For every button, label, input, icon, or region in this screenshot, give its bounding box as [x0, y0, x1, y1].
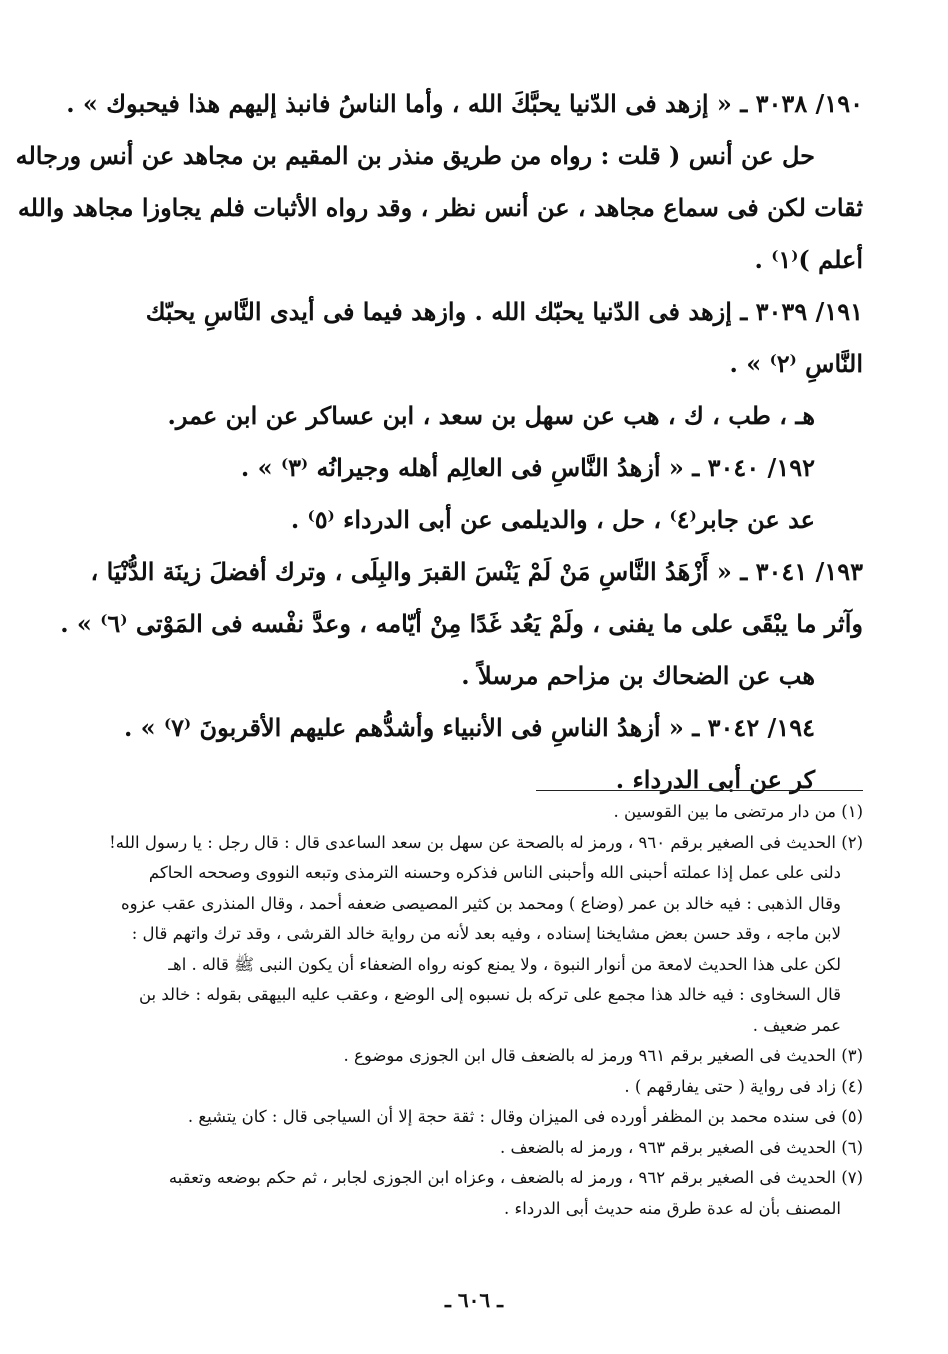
footnote-2-continued: قال السخاوى : فيه خالد هذا مجمع على تركه بل نسبوه إلى الوضع ، وعقب عليه البيهقى بقوله : خالد بن [139, 985, 841, 1004]
footnote-5: (٥) فى سنده محمد بن المظفر أورده فى الميزان وقال : ثقة حجة إلا أن السياجى قال : كان يتشيع . [187, 1107, 863, 1126]
hadith-193-line: وآثر ما يبْقَى على ما يفنى ، ولَمْ يَعُد غَدًا مِنْ أيّامه ، وعدَّ نفْسه فى المَوْتى ⁽٦⁾ » . [60, 609, 863, 638]
hadith-190-source-line: حل عن أنس ( قلت : رواه من طريق منذر بن المقيم بن مجاهد عن أنس ورجاله [15, 141, 815, 170]
footnote-4: (٤) زاد فى رواية ( حتى يفارقهم ) . [624, 1076, 863, 1096]
footnote-6: (٦) الحديث فى الصغير برقم ٩٦٣ ، ورمز له بالضعف . [499, 1137, 863, 1157]
hadith-192-source-line: عد عن جابر⁽٤⁾ ، حل ، والديلمى عن أبى الدرداء ⁽٥⁾ . [290, 505, 815, 534]
footnote-7: (٧) الحديث فى الصغير برقم ٩٦٢ ، ورمز له بالضعف ، وعزاه ابن الجوزى لجابر ، ثم حكم بوضعه وتعقبه [168, 1168, 863, 1187]
hadith-190-source-line: أعلم )⁽١⁾ . [754, 245, 863, 274]
hadith-192-line: ١٩٢/ ٣٠٤٠ ـ « أزهدُ النَّاسِ فى العالِم أهله وجيرانُه ⁽٣⁾ » . [240, 453, 815, 482]
main-text [15, 78, 863, 806]
footnote-2-continued: عمر ضعيف . [752, 1015, 841, 1035]
hadith-191-line: النَّاسِ ⁽٢⁾ » . [729, 349, 863, 378]
footnote-1: (١) من دار مرتضى ما بين القوسين . [613, 802, 863, 821]
hadith-193-line: ١٩٣/ ٣٠٤١ ـ « أَزْهَدُ النَّاسِ مَنْ لَمْ يَنْسَ القبرَ والبِلَى ، وترك أفضلَ زينَة الدُّنْيَا ، [90, 557, 863, 586]
hadith-190-line: ١٩٠/ ٣٠٣٨ ـ « إزهد فى الدّنيا يحبَّكَ الله ، وأما الناسُ فانبذ إليهم هذا فيحبوك » . [66, 89, 863, 118]
hadith-190-source-line: ثقات لكن فى سماع مجاهد ، عن أنس نظر ، وقد رواه الأثبات فلم يجاوزا مجاهد والله [17, 193, 863, 222]
footnote-2-continued: لابن ماجه ، وقد حسن بعض مشايخنا إسناده ، وفيه بعد لأنه من رواية خالد القرشى ، وقد ترك واتهم قال : [131, 924, 841, 943]
hadith-191-line: ١٩١/ ٣٠٣٩ ـ إزهد فى الدّنيا يحبّك الله . وازهد فيما فى أيدى النَّاسِ يحبّك [145, 297, 863, 326]
footnote-3: (٣) الحديث فى الصغير برقم ٩٦١ ورمز له بالضعف قال ابن الجوزى موضوع . [343, 1046, 863, 1065]
hadith-194-line: ١٩٤/ ٣٠٤٢ ـ « أزهدُ الناسِ فى الأنبياء وأشدُّهم عليهم الأقربونَ ⁽٧⁾ » . [123, 713, 815, 742]
footnote-2-continued: لكن على هذا الحديث لامعة من أنوار النبوة ، ولا يمنع كونه رواه الضعفاء أن يكون النبى ﷺ قاله . اهـ [168, 954, 841, 974]
footnote-7-continued: المصنف بأن له عدة طرق منه حديث أبى الدرداء . [504, 1198, 841, 1218]
footnote-divider [536, 790, 863, 791]
footnote-2-continued: دلنى على عمل إذا عملته أحبنى الله وأحبنى الناس فذكره وحسنه الترمذى وتبعه النووى وصححه الحاكم [148, 863, 841, 882]
footnotes [93, 797, 863, 1224]
footnote-2: (٢) الحديث فى الصغير برقم ٩٦٠ ، ورمز له بالصحة عن سهل بن سعد الساعدى قال : قال رجل : يا رسول الله! [109, 832, 863, 852]
hadith-193-source-line: هب عن الضحاك بن مزاحم مرسلاً . [461, 661, 815, 690]
hadith-191-source-line: هـ ، طب ، ك ، هب عن سهل بن سعد ، ابن عساكر عن ابن عمر. [167, 401, 815, 430]
page-number: ـ ٦٠٦ ـ [445, 1288, 503, 1312]
footnote-2-continued: وقال الذهبى : فيه خالد بن عمر (وضاع ) ومحمد بن كثير المصيصى ضعفه أحمد ، وقال المنذرى عقب عزوه [121, 893, 841, 913]
hadith-194-source-line: كر عن أبى الدرداء . [615, 765, 815, 794]
